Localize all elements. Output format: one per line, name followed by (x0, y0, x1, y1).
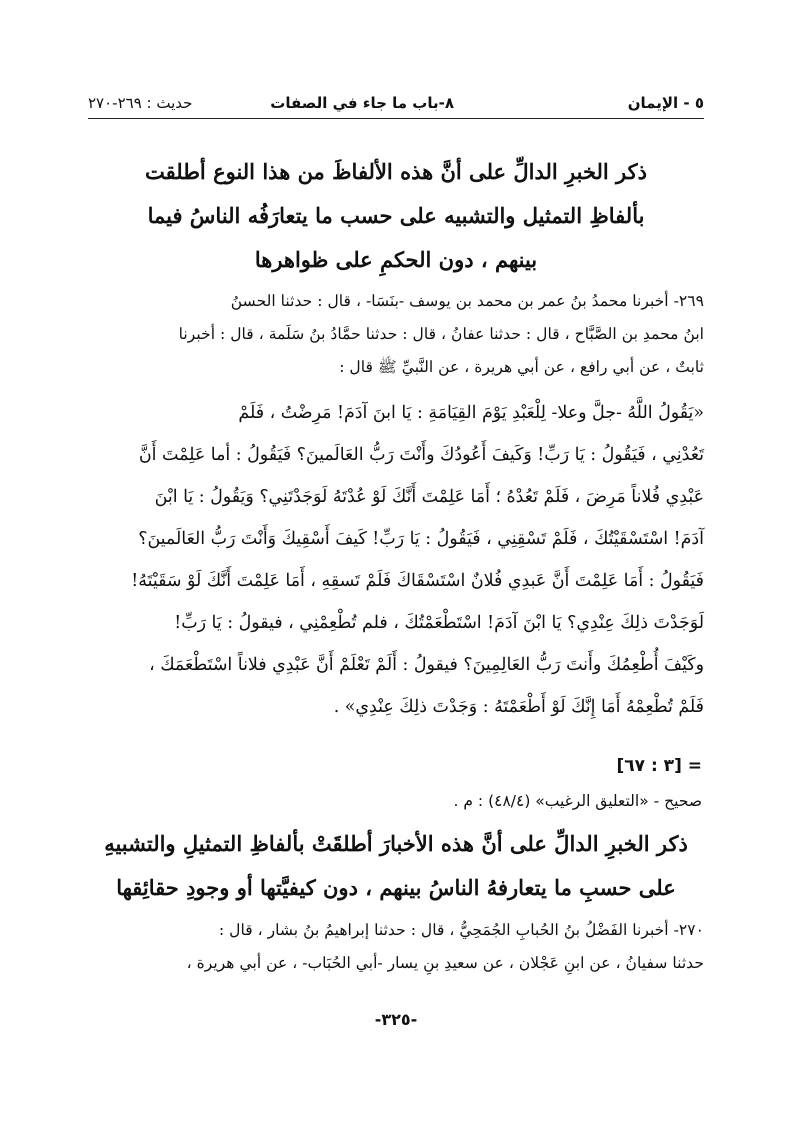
title-line: بألفاظِ التمثيل والتشبيه على حسب ما يتعارَفُه الناسُ فيما (147, 203, 645, 228)
text-line: حدثنا سفيانُ ، عن ابنِ عَجْلان ، عن سعيدِ بنِ يسار -أبي الحُبَاب- ، عن أبي هريرة ، (186, 954, 704, 972)
hadith-text-269 (88, 392, 704, 728)
hadith-line: تَعُدْنِي ، فَيَقُولُ : يَا رَبِّ! وَكَيفَ أَعُودُكَ وأَنْتَ رَبُّ العَالَمينَ؟ فَيَقُولُ : أما عَلِمْتَ أَنَّ (138, 445, 704, 465)
hadith-line: فَلَمْ تُطْعِمْهُ أَمَا إِنَّكَ لَوْ أَطْعَمْتَهُ : وَجَدْتَ ذلِكَ عِنْدِي» . (333, 697, 704, 717)
section-title-1 (90, 150, 702, 282)
text-line: ثابتٌ ، عن أبي رافع ، عن أبي هريرة ، عن النَّبيِّ ﷺ قال : (339, 358, 704, 376)
section-title-2 (90, 822, 702, 910)
isnad-269 (88, 285, 704, 384)
hadith-line: عَبْدِي فُلاناً مَرِضَ ، فَلَمْ تَعُدْهُ ؛ أَمَا عَلِمْتَ أَنَّكَ لَوْ عُدْتَهُ لَوَجَدْتَنِي؟ وَيَقُولُ : يَا ابْنَ (154, 487, 704, 507)
hadith-line: «يَقُولُ اللَّهُ -جلَّ وعلا- لِلْعَبْدِ يَوْمَ القِيَامَةِ : يَا ابنَ آدَمَ! مَرِضْتُ ، فَلَمْ (238, 403, 704, 423)
title-line: بينهم ، دون الحكمِ على ظواهرها (254, 247, 538, 272)
hadith-line: وكَيْفَ أُطْعِمُكَ وأَنتَ رَبُّ العَالِمِينَ؟ فيقولُ : أَلَمْ تَعْلَمْ أَنَّ عَبْدِي فلاناً اسْتَطْعَمَكَ ، (149, 655, 704, 675)
hadith-line: فَيَقُولُ : أَمَا عَلِمْتَ أَنَّ عَبدِي فُلانٌ اسْتَسْقَاكَ فَلَمْ تَسقِهِ ، أَمَا عَلِمْتَ أَنَّكَ لَوْ سَقَيْتَهُ! (131, 571, 704, 591)
hadith-line: لَوَجَدْتَ ذلِكَ عِنْدِي؟ يَا ابْنَ آدَمَ! اسْتَطْعَمْتُكَ ، فلم تُطْعِمْنِي ، فيقولُ : يَا رَبِّ! (174, 613, 704, 633)
text-line: ٢٧٠- أخبرنا الفَضْلُ بنُ الحُبابِ الجُمَحِيُّ ، قال : حدثنا إبراهيمُ بنُ بشار ، قال : (218, 921, 704, 939)
isnad-270 (88, 914, 704, 980)
cross-reference: = [٣ : ٦٧] (616, 756, 702, 776)
grading-note: صحيح - «التعليق الرغيب» (٤٨/٤) : م . (453, 792, 702, 810)
hadith-line: آدَمَ! اسْتَسْقَيْتُكَ ، فَلَمْ تَسْقِنِي ، فَيَقُولُ : يَا رَبِّ! كَيفَ أَسْقِيكَ وَأَنْتَ رَبُّ العَالَمينَ؟ (138, 529, 704, 549)
text-line: ٢٦٩- أخبرنا محمدُ بنُ عمر بن محمد بن يوسف -بنَسَا- ، قال : حدثنا الحسنُ (230, 292, 704, 310)
page-number: -٣٢٥- (374, 1010, 418, 1029)
running-header (88, 88, 704, 119)
hadith-range: حديث : ٢٦٩-٢٧٠ (88, 94, 193, 112)
title-line: ذكر الخبرِ الدالِّ على أنَّ هذه الألفاظَ من هذا النوع أطلقت (145, 159, 647, 184)
text-line: ابنُ محمدِ بن الصَّبَّاح ، قال : حدثنا عفانُ ، قال : حدثنا حمَّادُ بنُ سَلَمة ، قال : أخبرنا (178, 325, 704, 343)
section-label: ٨-باب ما جاء في الصفات (270, 94, 454, 112)
chapter-label: ٥ - الإيمان (627, 94, 704, 112)
title-line: ذكر الخبرِ الدالِّ على أنَّ هذه الأخبارَ أطلقَتْ بألفاظِ التمثيلِ والتشبيهِ (104, 831, 688, 856)
title-line: على حسبِ ما يتعارفهُ الناسُ بينهم ، دون كيفيَّتها أو وجودِ حقائِقها (116, 875, 676, 900)
